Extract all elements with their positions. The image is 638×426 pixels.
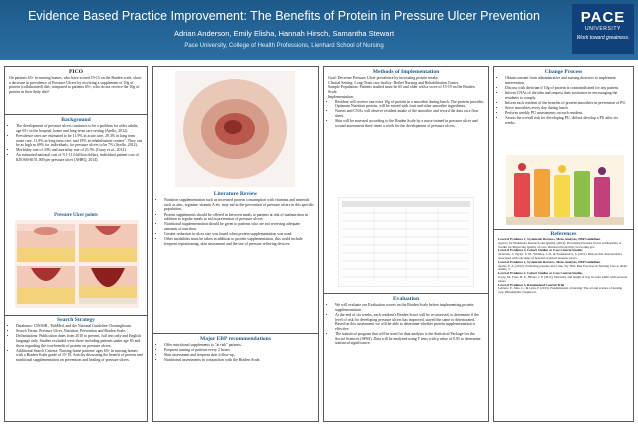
change-process-item: • Assess the overall risk for developing PU, did not develop a PU after six weeks.: [505, 116, 629, 125]
stages-figure-caption: Pressure Ulcer points: [54, 213, 98, 218]
literature-review-heading: Literature Review: [213, 191, 258, 197]
evidence-level-label: Level of Evidence 2, Cohort Studies or Case Control Studies: [498, 248, 583, 253]
search-strategy-heading: Search Strategy: [57, 317, 95, 323]
evidence-level-label: Level of Evidence 1, Systematic Reviews, Meta-Analysis, EBP Guidelines: [498, 259, 601, 264]
evaluation-heading: Evaluation: [392, 296, 420, 302]
methods-goal: Goal: Decrease Pressure Ulcer prevalence by increasing protein intake.: [328, 76, 439, 80]
column-4: [493, 66, 634, 422]
search-strategy-item: • Databases: CINAHL, PubMed, and the National Guideline Clearinghouse.: [16, 324, 143, 329]
references-heading: References: [550, 231, 577, 237]
search-strategy-item: • Additional Search Criteria: Nursing home patients' ages 65+ in nursing homes with a Braden Scale grade of 15-19, Articles discussing the benefit of protein and nutritional supplementation on prevention and healing of pressure ulcers.: [16, 349, 143, 363]
smoothies-photo: [506, 155, 624, 225]
change-process-item: • Obtain consent from administrative and nursing directors to implement intervention.: [505, 76, 629, 85]
background-item: • Prevalence rates are estimated to be 11.9% in acute care, 29.3% in long term acute care, 11.8% in long term care, and 19% in rehabilitation centers". They can be as high as 69% for individuals, for pressure ulcers to be 7% (Ayello, 2012).: [16, 134, 143, 148]
pace-university-logo: PACE UNIVERSITY Work toward greatness.: [572, 4, 634, 54]
methods-implementation-label: Implementation:: [328, 94, 354, 99]
reference-entry: Alderden, J., Taylor, S. M., Whitney, J. D., & Zaratkiewicz, S. (2011). Risk profile characteristics associated with outcomes of hospital-acquired pressure ulcers.: [498, 252, 623, 260]
major-ebp-section: [157, 336, 314, 363]
major-ebp-item: • Offer nutritional supplements to "at risk" patients.: [164, 343, 314, 348]
column-2: [152, 66, 319, 422]
search-strategy-section: [9, 317, 143, 363]
pico-heading: PICO: [69, 69, 83, 75]
literature-review-section: [157, 191, 314, 247]
ulcer-photo: [175, 71, 295, 187]
methods-sample: Sample Population: Patients studied must be 65 and older with a score of 15-19 on the Braden Scale.: [328, 85, 475, 95]
background-heading: Background: [61, 117, 91, 123]
major-ebp-item: • Frequent turning of patients every 2 hours.: [164, 348, 314, 353]
pico-section: [9, 69, 143, 95]
methods-item: • Skin will be assessed according to the Braden Scale by a nurse trained in pressure ulcer and wound assessment three times a week for the development of pressure ulcers.: [335, 119, 484, 128]
methods-item: • Resident will receive one extra 10g of protein in a smoothie during lunch. The protein provider, Optimum Nutrition protein, will be mixed with fruit and other smoothie ingredients.: [335, 100, 484, 109]
evaluation-section: [328, 296, 484, 347]
change-process-item: • Inform CNAs of the idea and request their assistance in encouraging the residents to comply.: [505, 91, 629, 100]
evidence-level-label: Level of Evidence 2, Cohort Studies or Case Control Studies: [498, 271, 583, 276]
change-process-section: [498, 69, 629, 126]
evaluation-item: • The statistical program that will be used for data analysis is the Statistical Package for the Social Sciences (SPSS). Data will be analyzed using T tests with p value of 0.05 to determine statistical significance.: [335, 332, 484, 346]
poster-header: [0, 0, 638, 60]
change-process-item: • Inform each resident of the benefits of protein smoothies in prevention of PU.: [505, 101, 629, 106]
literature-review-item: • Greater reduction in ulcer size was found when protein supplementation was used.: [164, 232, 314, 237]
pico-text: On patients 65+ in nursing homes, who have scored 19-15 on the Braden scale, show a decrease in prevalence of Pressure Ulcers by receiving a supplement of 10g of protein (collaborated) diet, compared to patients 65+, who do not receive the 10g of protein in their daily diet?: [9, 76, 142, 95]
evaluation-item: • At the end of six weeks, each resident's Braden Score will be re-assessed, to determine if the level of risk for developing pressure ulcers has improved, stayed the same or deteriorated. Based on this assessment we will be able to determine whether protein supplementation is effective.: [335, 313, 484, 332]
reference-entry: Garry, M., Fries, B. E., Hirdes, J. P. (2012). Mortality, and length of stay in older adults with pressure ulcers.: [498, 274, 628, 283]
evidence-level-label: Level of Evidence 1, Systematic Reviews, Meta-Analysis, EBP Guidelines: [498, 237, 601, 241]
change-process-item: • Perform weekly PU assessments on each resident.: [505, 111, 629, 116]
poster-affiliation: Pace University, College of Health Professions, Lienhard School of Nursing: [184, 43, 384, 49]
pressure-ulcer-stages-image: [15, 220, 139, 308]
literature-review-item: • Nutrition supplementation such as increased protein consumption with vitamins and minerals such as zinc, arginine, vitamin A etc. may aid in the prevention of pressure ulcers in this specific population.: [164, 198, 314, 212]
background-item: • Morbidity rate of 43% and mortality rate of 23.5% (Garry et al., 2012).: [16, 148, 143, 153]
change-process-heading: Change Process: [544, 69, 583, 75]
poster-authors: Adrian Anderson, Emily Elisha, Hannah Hirsch, Samantha Stewart: [173, 29, 395, 38]
background-item: • The development of pressure ulcers continues to be a problem for older adults, age 65+ in the hospital, home and long-term care setting (Ayello, 2012).: [16, 124, 143, 133]
major-ebp-item: • Skin assessment and frequent skin follow-up.: [164, 353, 314, 358]
evaluation-item: • We will evaluate our Evaluation scores on the Braden Scale before implementing protein supplementation.: [335, 303, 484, 312]
poster-title: Evidence Based Practice Improvement: The Benefits of Protein in Pressure Ulcer Prevention: [28, 9, 540, 23]
column-3: [323, 66, 489, 422]
evidence-level-label: Level of Evidence 3, Randomized Control Trial: [498, 282, 565, 287]
change-process-item: • Serve smoothies every day during lunch.: [505, 106, 629, 111]
flow-sheet-image: [338, 197, 474, 287]
column-1: [4, 66, 148, 422]
reference-entry: Agency for Healthcare Research and Quality. (2014). Preventing Pressure Ulcers in Hospitals: A Toolkit for Improving Quality of Care. Retrieved from http://www.ahrq.gov: [498, 240, 622, 249]
literature-review-item: • Protein supplements should be offered in between meals to patients at risk of malnutrition in addition to regular meals to aid in prevention of pressure ulcers.: [164, 213, 314, 222]
methods-setting: Clinical Setting: Long-Term care facility: Bethel Nursing and Rehabilitation Center.: [328, 80, 459, 85]
major-ebp-item: • Nutritional assessments in conjunction with the Braden Scale.: [164, 358, 314, 363]
methods-section: [328, 69, 484, 129]
references-section: [498, 231, 629, 295]
background-item: • An estimated national cost of 9.1-11.6 billion dollars, individual patient cost of $20,900-$151,000 per pressure ulcer (AHRQ, 2014).: [16, 153, 143, 162]
reference-entry: Ayello, E. A. (2012). Predicting pressure ulcer risk. Try This: Best Practices in Nursing Care to Older Adults, 5.: [498, 263, 628, 272]
methods-heading: Methods of Implementation: [372, 69, 440, 75]
search-strategy-item: • Delimitations: Publication dates from 2010 to present, full text only and English language only. Studies excluded were those including patients under age 65 and those regarding the cost-benefit of protein on pressure ulcers.: [16, 334, 143, 348]
change-process-item: • Discuss with dietician if 10g of protein is contraindicated for any patient.: [505, 86, 629, 91]
background-section: [9, 117, 143, 163]
literature-review-item: • Other modalities must be taken in addition to protein supplementation, this could include frequent repositioning, skin assessment and the use of pressure relieving devices.: [164, 237, 314, 246]
literature-review-item: • Nutritional supplementation should be given to patients who are not receiving adequate amounts of nutrition.: [164, 222, 314, 231]
search-strategy-item: • Search Terms: Pressure Ulcer, Nutrition, Prevention and Braden Scale.: [16, 329, 143, 334]
major-ebp-heading: Major EBP recommendations: [200, 336, 271, 342]
methods-item: • Nurses and CNAs will observe resident intake of the smoothie and record the data on a flow sheet.: [335, 109, 484, 118]
reference-entry: Leblanc, P., Julie, C., & Lynn, P. (2013). Fundamentals of nursing: The art and science of nursing care. Philadelphia: Lippincott.: [498, 286, 623, 295]
